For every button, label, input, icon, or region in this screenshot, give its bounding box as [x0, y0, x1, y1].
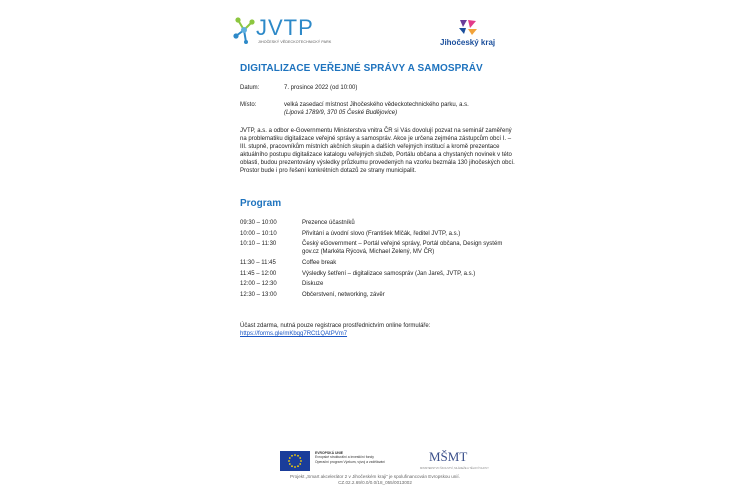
program-item	[240, 292, 520, 300]
program-item	[240, 281, 520, 289]
jvtp-tagline: JIHOČESKÝ VĚDECKOTECHNICKÝ PARK	[258, 40, 332, 44]
eu-star	[288, 460, 290, 462]
eu-star	[297, 465, 299, 467]
program-time: 10:10 – 11:30	[240, 241, 277, 248]
program-item	[240, 260, 520, 268]
program-time: 12:00 – 12:30	[240, 281, 277, 288]
intro-paragraph	[240, 128, 515, 175]
program-description: Diskuze	[302, 281, 324, 288]
program-time: 09:30 – 10:00	[240, 220, 277, 226]
registration-text: Účast zdarma, nutná pouze registrace prostřednictvím online formuláře:	[240, 323, 431, 329]
program-description: Občerstvení, networking, závěr	[302, 292, 385, 299]
msmt-subtitle: MINISTERSTVO ŠKOLSTVÍ, MLÁDEŽE A TĚLOVÝCHOVY	[420, 467, 489, 470]
msmt-logo	[420, 447, 489, 473]
place-address: (Lipová 1789/9, 370 05 České Budějovice)	[284, 110, 398, 116]
program-description: Český eGovernment – Portál veřejné správy, Portál občana, Design systém gov.cz (Markéta Rýcová, Michael Zelený, MV ČR)	[302, 241, 503, 256]
registration-link[interactable]: https://forms.gle/mKbqg7RCt1QAtPVm7	[240, 331, 348, 337]
program-description: Coffee break	[302, 260, 337, 267]
program-time: 11:45 – 12:00	[240, 270, 277, 277]
eu-logo-text	[315, 451, 385, 464]
program-description: Přivítání a úvodní slovo (František Mlčák, ředitel JVTP, a.s.)	[302, 230, 461, 237]
msmt-logo-text: MŠMT	[429, 449, 468, 464]
region-logo-text: Jihočeský kraj	[440, 38, 496, 47]
eu-star	[291, 455, 293, 457]
program-description: Výsledky šetření – digitalizace samospráv (Jan Jareš, JVTP, a.s.)	[302, 270, 476, 277]
program-time: 11:30 – 11:45	[240, 260, 276, 267]
program-item	[240, 241, 520, 257]
eu-star	[289, 457, 291, 459]
eu-star	[289, 463, 291, 465]
intro-text: JVTP, a.s. a odbor e-Governmentu Ministerstva vnitra ČR si Vás dovolují pozvat na seminář zaměřený na problematiku digitalizace veřejné správy a samospráv. Akce je určena zejména zástupcům obcí I. – III. stupně, pracovníkům místních akčních skupin a dalších veřejných institucí a kromě prezentace aktuálního postupu digitalizace katalogu veřejných služeb, Portálu občana a chystaných novinek v této oblasti, budou prezentovány výsledky průzkumu provedených na vzorku bezmála 130 jihočeských obcí. Prostor bude i pro řešení konkrétních dotazů ze strany municipalit.	[240, 128, 515, 174]
eu-text-line: EVROPSKÁ UNIE	[315, 451, 344, 455]
program-item	[240, 271, 520, 279]
project-line-2: CZ.02.2.69/0.0/0.0/18_055/0013002	[338, 480, 412, 485]
region-logo	[432, 18, 512, 52]
date-label: Datum:	[240, 85, 260, 91]
program-item	[240, 231, 520, 239]
program-description: Prezence účastníků	[302, 220, 355, 226]
date-value: 7. prosince 2022 (od 10:00)	[284, 85, 358, 91]
place-label: Místo:	[240, 102, 257, 108]
region-emblem-icon	[456, 18, 480, 36]
eu-text-line: Operační program Výzkum, vývoj a vzdělávání	[315, 459, 386, 464]
place-value: velká zasedací místnost Jihočeského vědeckotechnického parku, a.s.	[284, 102, 469, 108]
jvtp-star-icon	[232, 16, 258, 44]
msmt-emblem-icon	[428, 447, 468, 465]
eu-star	[300, 460, 302, 462]
eu-star	[294, 454, 296, 456]
program-list	[240, 220, 520, 303]
eu-text-line: Evropské strukturální a investiční fondy	[315, 455, 374, 460]
eu-star	[299, 463, 301, 465]
program-item	[240, 220, 520, 228]
jvtp-logo-text: JVTP	[256, 15, 314, 40]
eu-star	[297, 455, 299, 457]
jvtp-logo	[232, 16, 342, 50]
eu-flag-icon	[280, 451, 310, 471]
project-line-1: Projekt „Smart akcelerátor 2 v Jihočeském kraji" je spolufinancován Evropskou unií.	[290, 474, 460, 479]
page-title: DIGITALIZACE VEŘEJNÉ SPRÁVY A SAMOSPRÁV	[240, 63, 483, 74]
eu-star	[294, 466, 296, 468]
program-heading: Program	[240, 198, 282, 209]
eu-star	[291, 465, 293, 467]
project-footer	[230, 474, 520, 486]
program-time: 10:00 – 10:10	[240, 230, 277, 237]
program-time: 12:30 – 13:00	[240, 292, 277, 299]
eu-star	[299, 457, 301, 459]
